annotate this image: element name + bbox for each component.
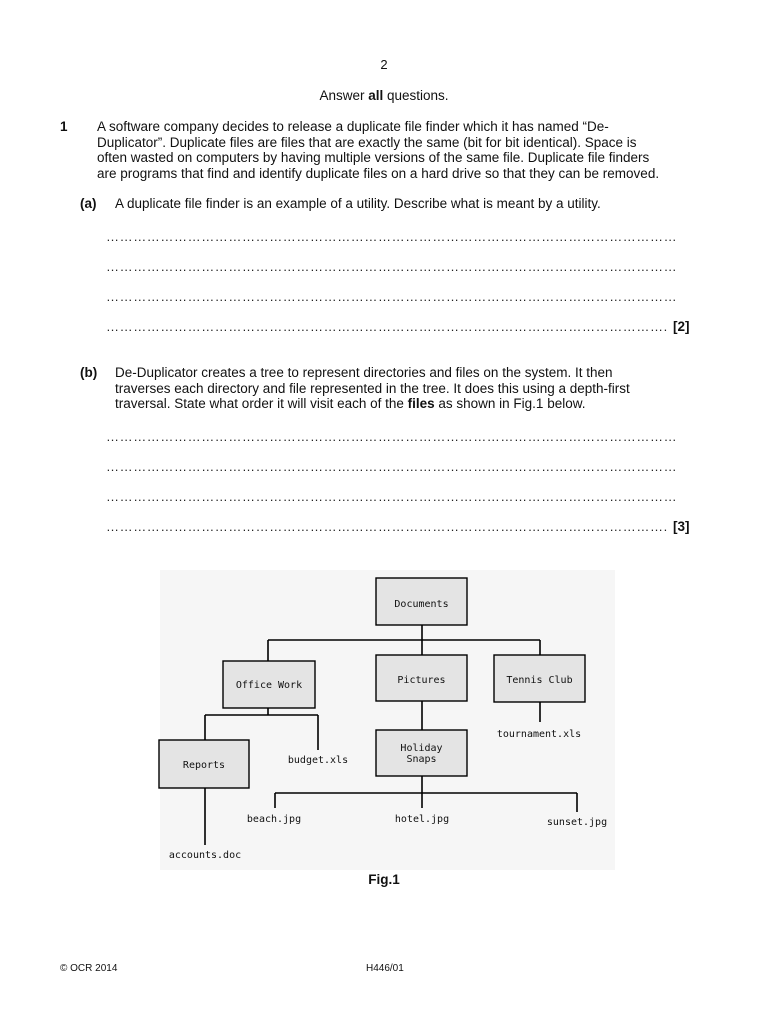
- folder-label: Reports: [182, 760, 226, 771]
- page-number: 2: [380, 57, 388, 72]
- folder-label: Office Work: [235, 680, 303, 691]
- file-beach: beach.jpg: [246, 814, 302, 825]
- part-a-marks: [2]: [673, 319, 690, 334]
- footer-copyright: © OCR 2014: [60, 963, 118, 974]
- instructions-bold: all: [368, 88, 384, 103]
- folder-office-work: [223, 661, 315, 708]
- file-budget: budget.xls: [287, 755, 349, 766]
- part-a-text: A duplicate file finder is an example of a utility. Describe what is meant by a utility.: [115, 196, 601, 211]
- folder-holiday-snaps: [376, 730, 467, 776]
- folder-label: Tennis Club: [506, 675, 573, 686]
- answer-line[interactable]: ………………………………………………………………………………………………………………: [106, 259, 678, 274]
- folder-reports: [159, 740, 249, 788]
- folder-pictures: [376, 655, 467, 701]
- file-hotel: hotel.jpg: [394, 814, 450, 825]
- intro-line: Duplicator”. Duplicate files are files that are exactly the same (bit for bit identical). Space is: [97, 134, 637, 150]
- answer-line[interactable]: ………………………………………………………………………………………………………………: [106, 429, 678, 444]
- intro-line: often wasted on computers by having multiple versions of the same file. Duplicate file finders: [97, 150, 650, 165]
- folder-label: Holiday: [400, 743, 443, 754]
- part-b-label: (b): [80, 365, 98, 380]
- file-accounts: accounts.doc: [168, 850, 242, 861]
- folder-label: Pictures: [397, 675, 446, 686]
- figure-caption: Fig.1: [368, 872, 400, 887]
- part-b-line: traverses each directory and file represented in the tree. It does this using a depth-first: [115, 380, 630, 396]
- folder-label: Snaps: [406, 754, 437, 765]
- question-number: 1: [60, 119, 68, 134]
- part-b-line3-suffix: as shown in Fig.1 below.: [434, 396, 586, 411]
- folder-tennis-club: [494, 655, 585, 702]
- intro-line: A software company decides to release a duplicate file finder which it has named “De-: [97, 119, 609, 134]
- answer-line[interactable]: ………………………………………………………………………………………………………………: [106, 459, 678, 474]
- answer-line[interactable]: …………………………………………………………………………………………………………….: [106, 519, 668, 534]
- part-b-line: De-Duplicator creates a tree to represent directories and files on the system. It then: [115, 365, 613, 380]
- answer-line[interactable]: ………………………………………………………………………………………………………………: [106, 229, 678, 244]
- file-tournament: tournament.xls: [496, 729, 582, 740]
- answer-line[interactable]: …………………………………………………………………………………………………………….: [106, 319, 668, 334]
- part-b-line3-prefix: traversal. State what order it will visit each of the: [115, 396, 408, 411]
- answer-line[interactable]: ………………………………………………………………………………………………………………: [106, 289, 678, 304]
- instructions-prefix: Answer: [319, 88, 369, 103]
- part-b-marks: [3]: [673, 519, 690, 534]
- part-a-label: (a): [80, 196, 97, 211]
- footer-paper-code: H446/01: [366, 963, 404, 974]
- folder-label: Documents: [394, 599, 449, 610]
- intro-line: are programs that find and identify duplicate files on a hard drive so that they can be removed.: [97, 165, 660, 181]
- part-b-line3-bold: files: [407, 396, 435, 411]
- answer-line[interactable]: ………………………………………………………………………………………………………………: [106, 489, 678, 504]
- folder-documents: [376, 578, 467, 625]
- file-sunset: sunset.jpg: [546, 817, 608, 828]
- instructions-suffix: questions.: [383, 88, 449, 103]
